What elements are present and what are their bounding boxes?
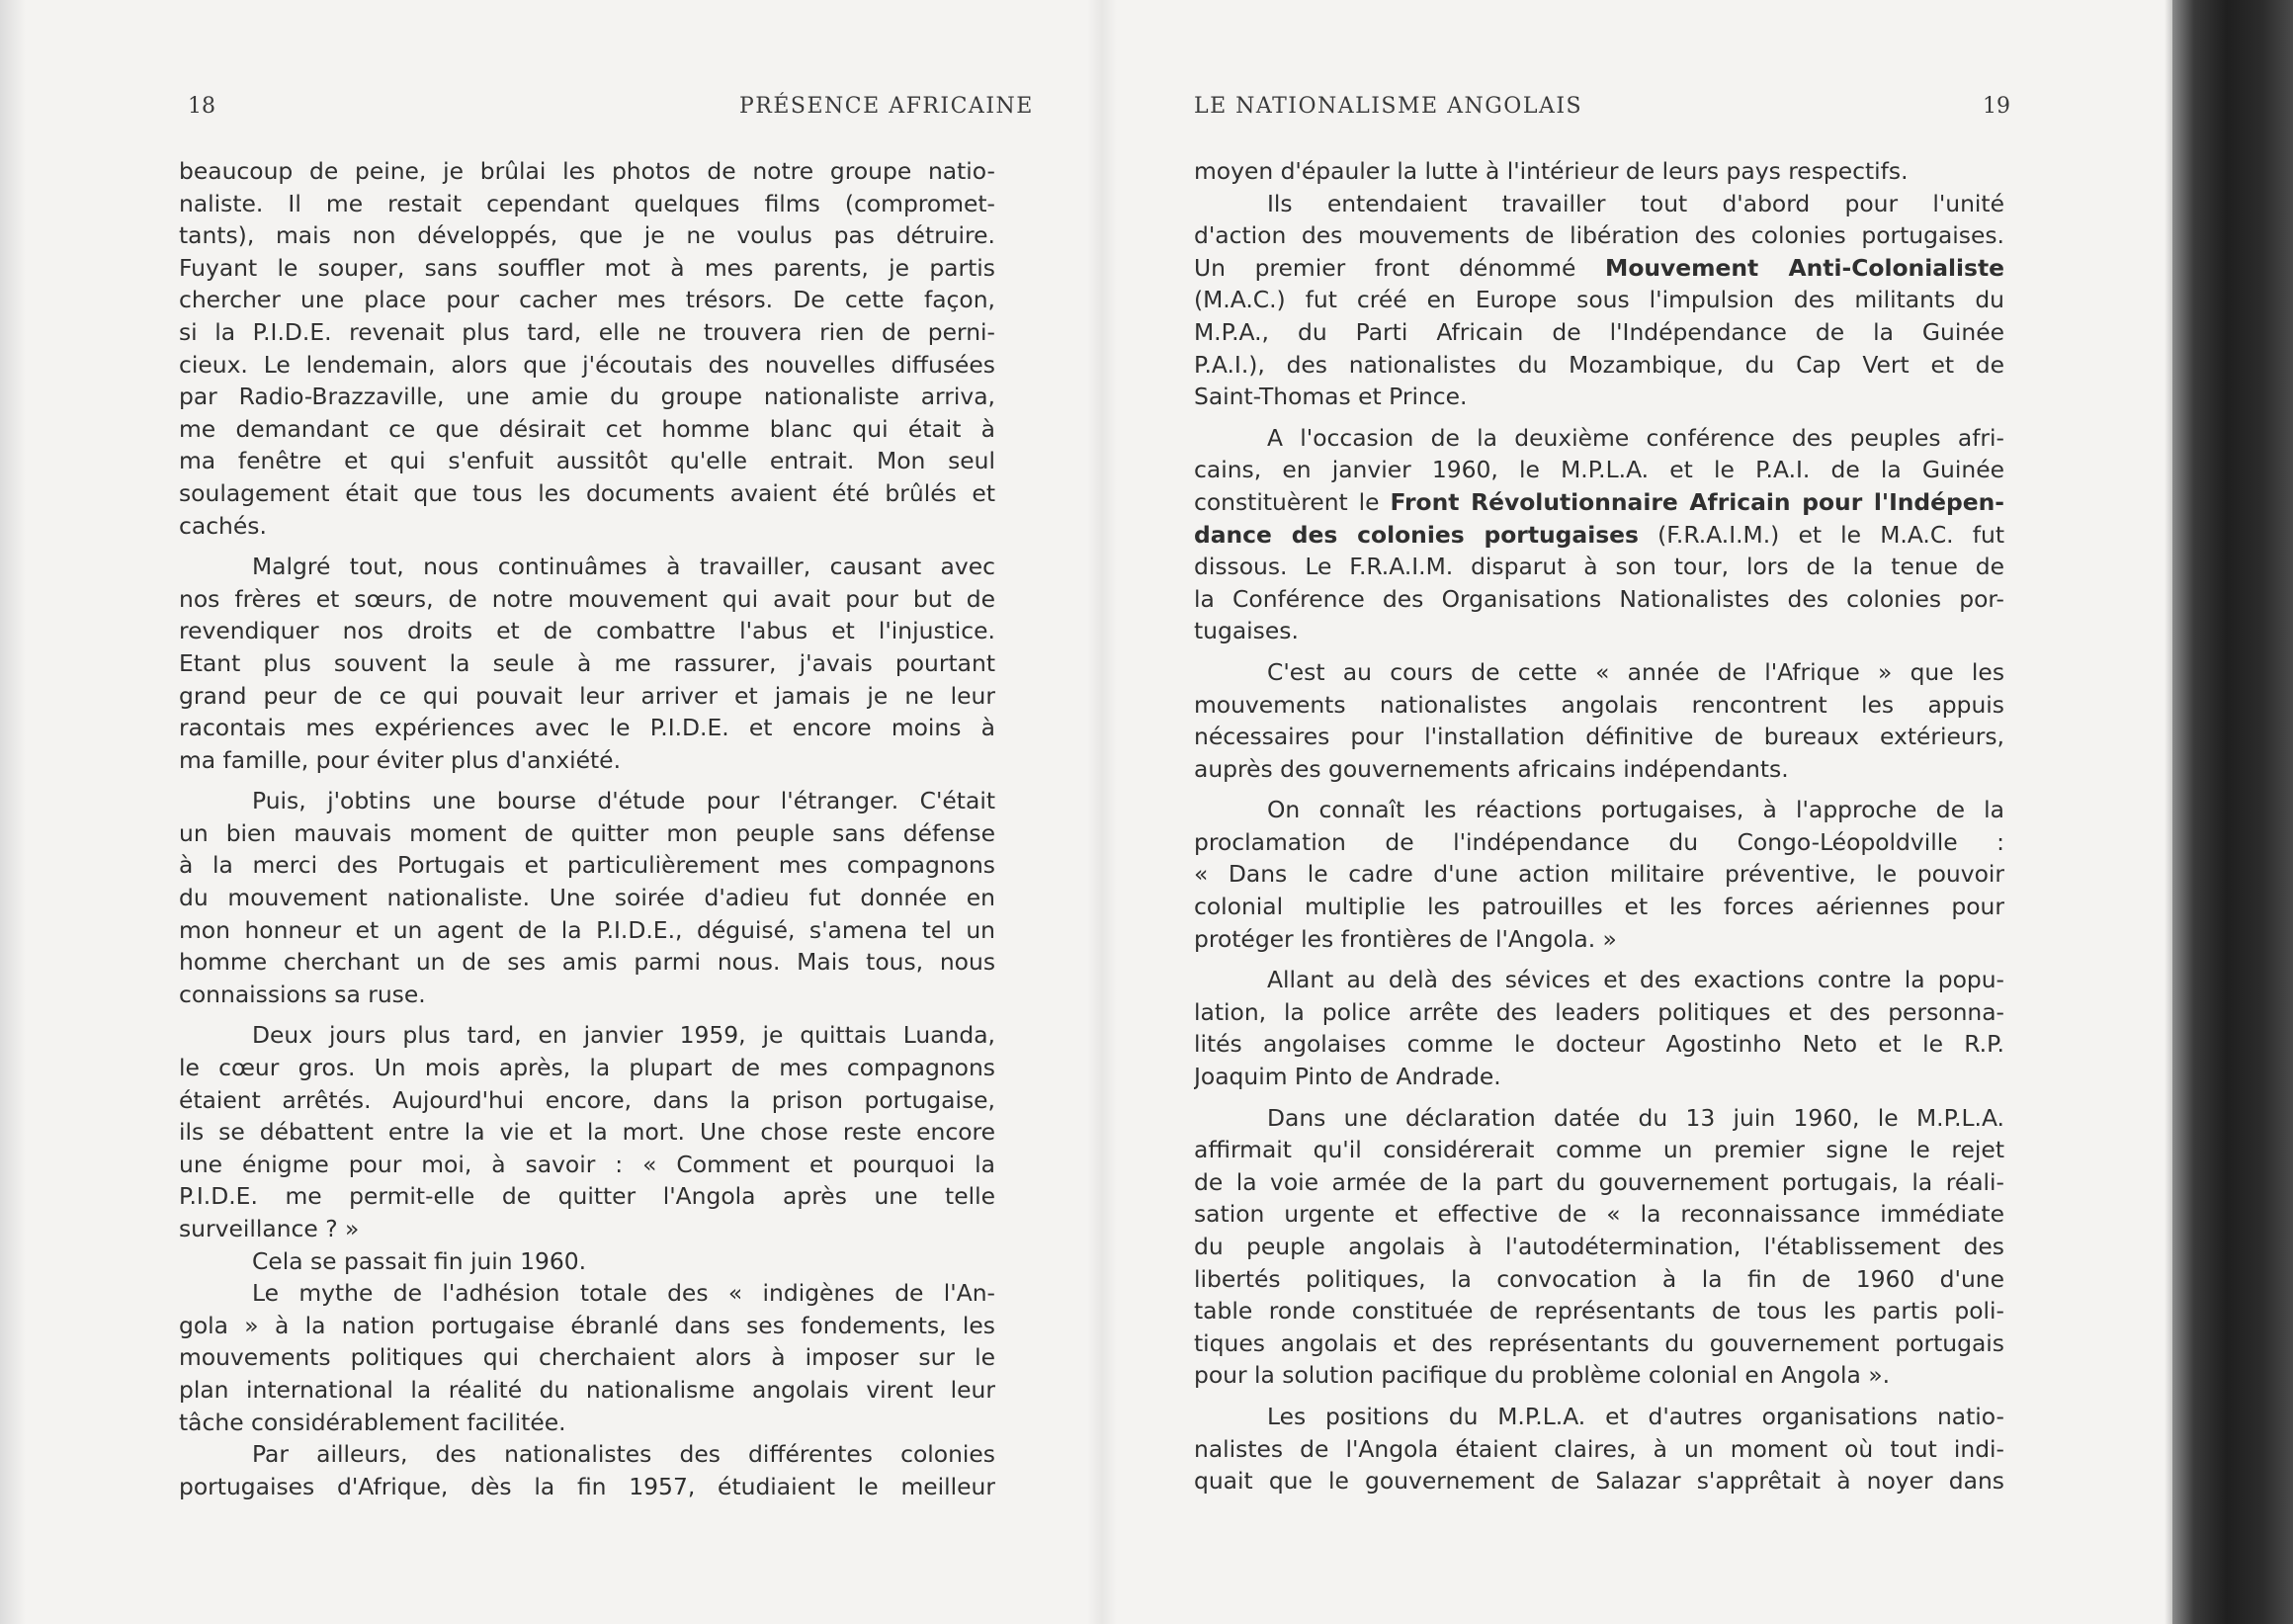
text-line: plan international la réalité du nationalisme angolais virent leur <box>179 1375 995 1404</box>
text-line: sation urgente et effective de « la reconnaissance immédiate <box>1194 1200 2004 1229</box>
bold-phrase: Mouvement Anti-Colonialiste <box>1605 253 2004 282</box>
text-line: Par ailleurs, des nationalistes des différentes colonies <box>252 1440 995 1469</box>
right-page <box>1099 0 2147 1624</box>
text-line: Dans une déclaration datée du 13 juin 1960, le M.P.L.A. <box>1267 1103 2004 1132</box>
text-line: moyen d'épauler la lutte à l'intérieur de leurs pays respectifs. <box>1194 157 1909 185</box>
text-line: mon honneur et un agent de la P.I.D.E., déguisé, s'amena tel un <box>179 915 995 944</box>
text-line: racontais mes expériences avec le P.I.D.E. et encore moins à <box>179 714 995 742</box>
left-page <box>0 0 1099 1624</box>
text-line: revendiquer nos droits et de combattre l'abus et l'injustice. <box>179 617 995 645</box>
text-line: mouvements politiques qui cherchaient alors à imposer sur le <box>179 1343 995 1372</box>
text-line: Le mythe de l'adhésion totale des « indigènes de l'An- <box>252 1279 995 1308</box>
text-line: libertés politiques, la convocation à la fin de 1960 d'une <box>1194 1264 2004 1293</box>
text-line: tiques angolais et des représentants du gouvernement portugais <box>1194 1328 2004 1357</box>
text-line: beaucoup de peine, je brûlai les photos de notre groupe natio- <box>179 157 995 185</box>
text-line: mouvements nationalistes angolais rencontrent les appuis <box>1194 690 2004 719</box>
running-head-right: LE NATIONALISME ANGOLAIS <box>1194 94 1583 119</box>
inline-text: constituèrent le <box>1194 487 1391 516</box>
running-head-left: PRÉSENCE AFRICAINE <box>739 94 1034 119</box>
text-line: grand peur de ce qui pouvait leur arriver et jamais je ne leur <box>179 681 995 710</box>
page-number-left: 18 <box>188 94 215 119</box>
text-line: cachés. <box>179 511 267 540</box>
text-line: lation, la police arrête des leaders politiques et des personna- <box>1194 997 2004 1026</box>
text-line: homme cherchant un de ses amis parmi nous. Mais tous, nous <box>179 948 995 977</box>
text-line: du peuple angolais à l'autodétermination, l'établissement des <box>1194 1233 2004 1260</box>
text-line: A l'occasion de la deuxième conférence des peuples afri- <box>1267 423 2004 452</box>
text-line: colonial multiplie les patrouilles et les forces aériennes pour <box>1194 893 2004 921</box>
text-line: quait que le gouvernement de Salazar s'apprêtait à noyer dans <box>1194 1467 2004 1496</box>
text-line: une énigme pour moi, à savoir : « Comment et pourquoi la <box>179 1150 995 1178</box>
text-line: lités angolaises comme le docteur Agostinho Neto et le R.P. <box>1194 1030 2004 1059</box>
bold-phrase: dance des colonies portugaises <box>1194 520 1639 549</box>
text-line: par Radio-Brazzaville, une amie du groupe nationaliste arriva, <box>179 383 995 411</box>
page-number-right: 19 <box>1983 94 2010 119</box>
text-line: « Dans le cadre d'une action militaire préventive, le pouvoir <box>1194 860 2004 889</box>
text-line <box>1194 486 2004 519</box>
text-line: soulagement était que tous les documents avaient été brûlés et <box>179 478 995 507</box>
right-page-body <box>1194 155 2004 1497</box>
bold-phrase: Front Révolutionnaire Africain pour l'Indépen- <box>1390 487 2004 516</box>
text-line: table ronde constituée de représentants de tous les partis poli- <box>1194 1297 2004 1325</box>
scanner-dark-edge <box>2172 0 2293 1624</box>
text-line: On connaît les réactions portugaises, à l'approche de la <box>1267 796 2004 824</box>
text-line: cains, en janvier 1960, le M.P.L.A. et le P.A.I. de la Guinée <box>1194 456 2004 484</box>
text-line: P.A.I.), des nationalistes du Mozambique, du Cap Vert et de <box>1194 350 2004 379</box>
text-line: à la merci des Portugais et particulièrement mes compagnons <box>179 851 995 880</box>
text-line: naliste. Il me restait cependant quelques films (compromet- <box>179 189 995 217</box>
text-line: C'est au cours de cette « année de l'Afrique » que les <box>1267 657 2004 686</box>
text-line: nos frères et sœurs, de notre mouvement qui avait pour but de <box>179 584 995 613</box>
text-line: pour la solution pacifique du problème colonial en Angola ». <box>1194 1361 1891 1390</box>
text-line: d'action des mouvements de libération des colonies portugaises. <box>1194 221 2004 250</box>
text-line: nalistes de l'Angola étaient claires, à un moment où tout indi- <box>1194 1434 2004 1463</box>
text-line: étaient arrêtés. Aujourd'hui encore, dans la prison portugaise, <box>179 1085 995 1114</box>
text-line: Allant au delà des sévices et des exactions contre la popu- <box>1267 966 2004 994</box>
text-line: Joaquim Pinto de Andrade. <box>1194 1063 1501 1091</box>
text-line: Deux jours plus tard, en janvier 1959, je quittais Luanda, <box>252 1021 995 1050</box>
text-line: un bien mauvais moment de quitter mon peuple sans défense <box>179 818 995 847</box>
text-line: Puis, j'obtins une bourse d'étude pour l'étranger. C'était <box>252 787 995 815</box>
text-line <box>1194 252 2004 285</box>
text-line: tants), mais non développés, que je ne voulus pas détruire. <box>179 221 995 250</box>
text-line: tâche considérablement facilitée. <box>179 1408 566 1436</box>
text-line: ils se débattent entre la vie et la mort. Une chose reste encore <box>179 1118 995 1147</box>
text-line: chercher une place pour cacher mes trésors. De cette façon, <box>179 286 995 314</box>
text-line: Les positions du M.P.L.A. et d'autres organisations natio- <box>1267 1402 2004 1430</box>
text-line: nécessaires pour l'installation définitive de bureaux extérieurs, <box>1194 723 2004 751</box>
text-line: la Conférence des Organisations Nationalistes des colonies por- <box>1194 584 2004 613</box>
text-line: si la P.I.D.E. revenait plus tard, elle ne trouvera rien de perni- <box>179 317 995 346</box>
left-page-body <box>179 155 995 1502</box>
text-line: ma fenêtre et qui s'enfuit aussitôt qu'elle entrait. Mon seul <box>179 447 995 475</box>
text-line: connaissions sa ruse. <box>179 980 426 1008</box>
text-line: Malgré tout, nous continuâmes à travailler, causant avec <box>252 553 995 581</box>
inline-text: Un premier front dénommé <box>1194 253 1606 282</box>
text-line: cieux. Le lendemain, alors que j'écoutais des nouvelles diffusées <box>179 350 995 379</box>
text-line: auprès des gouvernements africains indépendants. <box>1194 754 1789 783</box>
text-line: gola » à la nation portugaise ébranlé dans ses fondements, les <box>179 1311 995 1339</box>
text-line: protéger les frontières de l'Angola. » <box>1194 924 1617 953</box>
text-line: surveillance ? » <box>179 1215 360 1242</box>
text-line: Etant plus souvent la seule à me rassurer, j'avais pourtant <box>179 648 995 677</box>
text-line: proclamation de l'indépendance du Congo-Léopoldville : <box>1194 827 2004 856</box>
text-line: Saint-Thomas et Prince. <box>1194 383 1468 411</box>
text-line: de la voie armée de la part du gouvernement portugais, la réali- <box>1194 1167 2004 1196</box>
text-line: me demandant ce que désirait cet homme blanc qui était à <box>179 414 995 443</box>
text-line: Fuyant le souper, sans souffler mot à mes parents, je partis <box>179 253 995 282</box>
inline-text: (F.R.A.I.M.) et le M.A.C. fut <box>1638 520 2004 549</box>
text-line <box>1194 519 2004 552</box>
text-line: dissous. Le F.R.A.I.M. disparut à son tour, lors de la tenue de <box>1194 553 2004 581</box>
text-line: Ils entendaient travailler tout d'abord pour l'unité <box>1267 189 2004 217</box>
text-line: le cœur gros. Un mois après, la plupart de mes compagnons <box>179 1054 995 1082</box>
text-line: du mouvement nationaliste. Une soirée d'adieu fut donnée en <box>179 884 995 912</box>
text-line: Cela se passait fin juin 1960. <box>252 1246 587 1275</box>
text-line: P.I.D.E. me permit-elle de quitter l'Angola après une telle <box>179 1182 995 1211</box>
text-line: tugaises. <box>1194 617 1299 645</box>
text-line: M.P.A., du Parti Africain de l'Indépendance de la Guinée <box>1194 317 2004 346</box>
text-line: portugaises d'Afrique, dès la fin 1957, étudiaient le meilleur <box>179 1472 995 1500</box>
text-line: ma famille, pour éviter plus d'anxiété. <box>179 745 622 774</box>
text-line: affirmait qu'il considérerait comme un premier signe le rejet <box>1194 1136 2004 1164</box>
text-line: (M.A.C.) fut créé en Europe sous l'impulsion des militants du <box>1194 286 2004 314</box>
